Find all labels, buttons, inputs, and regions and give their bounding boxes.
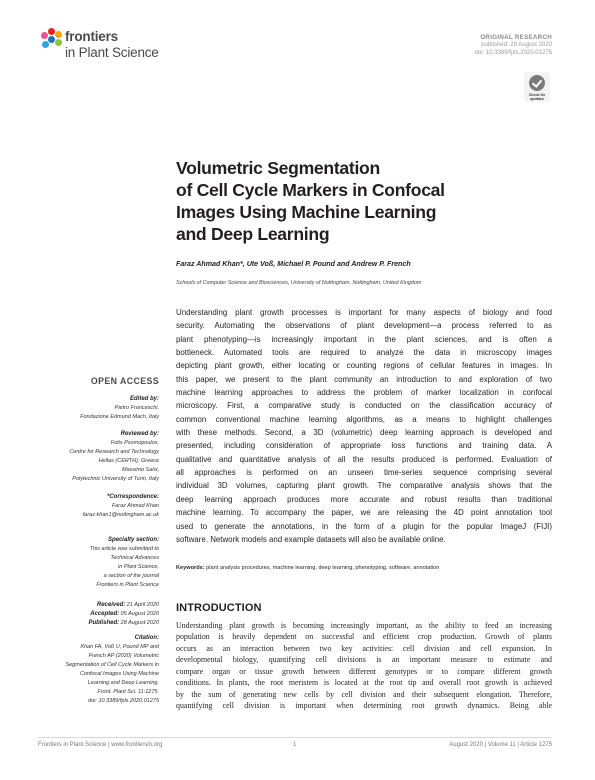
footer-journal-link[interactable]: Frontiers in Plant Science | www.frontiersin.org xyxy=(38,742,163,748)
text-line: depicting plant growth, either locating or counting regions of cellular features in images. In xyxy=(176,361,552,371)
citation-line: Learning and Deep Learning. xyxy=(87,680,159,686)
journal-name-line1: frontiers xyxy=(65,29,118,44)
reviewed-by-block xyxy=(30,430,159,484)
citation-line: Khan FA, Voß U, Pound MP and xyxy=(80,644,159,650)
keywords-label: Keywords: xyxy=(176,565,205,571)
text-line: security. Automating the observations of plant development—a process referred to as xyxy=(176,321,552,331)
text-line: by the sum of generating new cells by cell division and their subsequent elongation. Therefore, xyxy=(176,689,552,699)
article-title xyxy=(176,157,546,245)
specialty-line: a section of the journal xyxy=(103,573,159,579)
specialty-line: This article was submitted to xyxy=(89,546,159,552)
edited-by-block xyxy=(30,395,159,422)
text-line: quantifying cell division is important when determining root growth dynamics. Being able xyxy=(176,701,552,711)
footer-volume-info: August 2020 | Volume 11 | Article 1275 xyxy=(449,742,552,748)
text-line: occurs as an interaction between two key activities: cell division and cell expansion. In xyxy=(176,643,552,653)
frontiers-logo-icon xyxy=(40,28,64,52)
check-icon xyxy=(529,75,545,91)
published-label: Published: xyxy=(88,620,120,626)
specialty-line: Technical Advances xyxy=(110,555,159,561)
text-line: with these methods. Second, a 3D (volumetric) deep learning approach is developed and xyxy=(176,428,552,438)
text-line: common conventional machine learning algorithms, as a means to highlight challenges xyxy=(176,414,552,424)
specialty-section-block xyxy=(30,536,159,590)
text-line: qualitative and quantitative analysis of all the results produced is performed. Evaluation of xyxy=(176,454,552,464)
accepted-label: Accepted: xyxy=(90,611,120,617)
text-line: machine learning. To accompany the paper, we are releasing the 4D point annotation tool xyxy=(176,508,552,518)
specialty-line: Frontiers in Plant Science xyxy=(96,582,159,588)
reviewer-line: Polytechnic University of Turin, Italy xyxy=(72,476,159,482)
received-label: Received: xyxy=(96,602,126,608)
journal-name-line2: in Plant Science xyxy=(65,45,159,60)
correspondence-email-link[interactable]: faraz.khan1@nottingham.ac.uk xyxy=(82,512,159,518)
text-line: developmental biology, quantifying cell divisions is an important measure to estimate and xyxy=(176,655,552,665)
correspondence-name: Faraz Ahmad Khan xyxy=(111,503,159,509)
introduction-body xyxy=(176,620,552,712)
text-line: all approaches is performed on an unseen time-series sequence comprising several xyxy=(176,468,552,478)
received-date: 21 April 2020 xyxy=(126,602,159,608)
text-line: population is heavily dependent on successful and efficient crop production. Growth of plants xyxy=(176,632,552,642)
text-line: machine learning approaches to address the problem of marker localization in confocal xyxy=(176,388,552,398)
citation-line: Front. Plant Sci. 11:1275. xyxy=(97,689,159,695)
reviewer-line: Fotis Psomopoulos, xyxy=(110,440,159,446)
journal-logo xyxy=(40,26,180,66)
reviewer-line: Centre for Research and Technology xyxy=(69,449,159,455)
reviewer-line: Hellas (CERTH), Greece xyxy=(98,458,159,464)
edited-by-heading: Edited by: xyxy=(129,396,159,402)
text-line: presented, including consideration of appropriate loss functions and training data. A xyxy=(176,441,552,451)
text-line: this paper, we present to the plant community an introduction to and exploration of two xyxy=(176,374,552,384)
reviewer-line: Massimo Salvi, xyxy=(122,467,159,473)
citation-line: Confocal Images Using Machine xyxy=(79,671,159,677)
keywords xyxy=(176,565,439,571)
check-for-updates-button[interactable] xyxy=(524,72,550,102)
text-line: deep learning approach produces more accurate and robust results than traditional xyxy=(176,494,552,504)
editor-line: Fondazione Edmund Mach, Italy xyxy=(80,414,159,420)
badge-line2: updates xyxy=(530,97,544,101)
text-line: bottleneck. Automated tools are required to analyze the data in microscopy images xyxy=(176,348,552,358)
citation-doi-link[interactable]: doi: 10.3389/fpls.2020.01275 xyxy=(88,698,159,704)
correspondence-block xyxy=(30,493,159,520)
text-line: individual 3D volumes, capturing plant growth. The comparative analysis shows that the xyxy=(176,481,552,491)
title-line: Images Using Machine Learning xyxy=(176,202,437,222)
citation-block xyxy=(30,634,159,706)
open-access-label: OPEN ACCESS xyxy=(90,376,159,386)
text-line: used to generate the annotations, in the form of a plugin for the popular ImageJ (FIJI) xyxy=(176,521,552,531)
citation-line: Segmentation of Cell Cycle Markers in xyxy=(65,662,159,668)
specialty-line: in Plant Science, xyxy=(118,564,159,570)
title-line: Volumetric Segmentation xyxy=(176,158,380,178)
footer-divider xyxy=(38,737,552,738)
editor-line: Pietro Franceschi, xyxy=(114,405,159,411)
published-date: published: 28 August 2020 xyxy=(481,42,552,48)
text-line: compare organ or tissue growth between different genotypes or to compare different growth xyxy=(176,666,552,676)
keywords-text: plant analysis procedures, machine learning, deep learning, phenotyping, software, annotation xyxy=(206,565,440,571)
page-number: 1 xyxy=(293,742,297,748)
abstract xyxy=(176,306,552,546)
text-line: conditions. In plants, the root meristem is located at the root tip and overall root growth is achieved xyxy=(176,678,552,688)
author-list: Faraz Ahmad Khan*, Ute Voß, Michael P. Pound and Andrew P. French xyxy=(176,260,411,268)
citation-line: French AP (2020) Volumetric xyxy=(88,653,159,659)
badge-line1: Check for xyxy=(528,93,546,97)
text-line: microscopy. First, a comparative study is conducted on the classification accuracy of xyxy=(176,401,552,411)
reviewed-by-heading: Reviewed by: xyxy=(120,431,159,437)
affiliation: Schools of Computer Science and Biosciences, University of Nottingham, Nottingham, United Kingdom xyxy=(176,280,422,286)
text-line: plant phenotyping—is increasingly important in the plant sciences, and is often a xyxy=(176,334,552,344)
doi-link[interactable]: doi: 10.3389/fpls.2020.01275 xyxy=(474,50,552,56)
article-header-info xyxy=(475,34,552,57)
citation-heading: Citation: xyxy=(134,635,159,641)
specialty-heading: Specialty section: xyxy=(107,537,159,543)
correspondence-heading: *Correspondence: xyxy=(106,494,159,500)
dates-block xyxy=(30,601,159,628)
text-line: Understanding plant growth is becoming increasingly important, as the ability to feed an increasing xyxy=(176,621,552,630)
text-line: Understanding plant growth processes is important for many aspects of biology and food xyxy=(176,308,552,317)
text-line: software. Network models and example datasets will also be available online. xyxy=(176,534,446,544)
article-type: ORIGINAL RESEARCH xyxy=(480,34,552,41)
section-heading-introduction: INTRODUCTION xyxy=(176,602,262,614)
title-line: and Deep Learning xyxy=(176,224,330,244)
published-date-side: 28 August 2020 xyxy=(120,620,159,626)
title-line: of Cell Cycle Markers in Confocal xyxy=(176,180,445,200)
accepted-date: 05 August 2020 xyxy=(120,611,159,617)
